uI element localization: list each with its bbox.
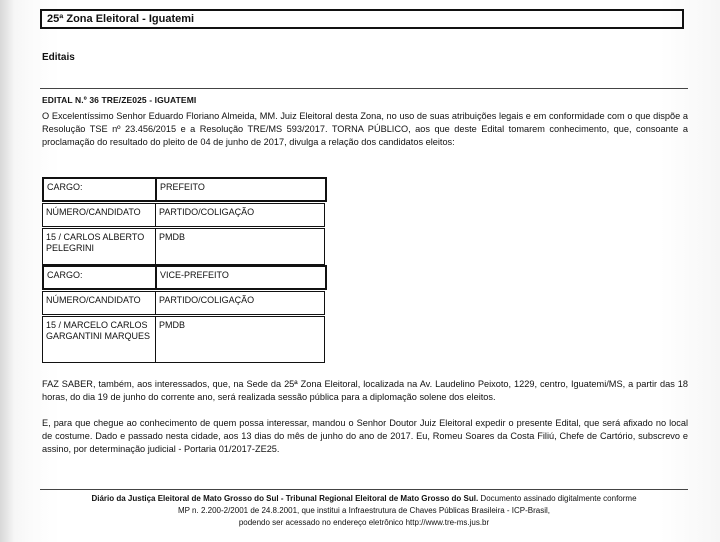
section-heading: Editais <box>42 52 75 63</box>
header-cell-party <box>155 203 325 227</box>
party-cell <box>155 316 325 363</box>
candidate-cell <box>42 228 157 265</box>
footer <box>40 493 688 529</box>
column-header: NÚMERO/CANDIDATO <box>46 207 141 217</box>
footer-divider <box>40 489 688 490</box>
column-header: NÚMERO/CANDIDATO <box>46 295 141 305</box>
footer-line-3: podendo ser acessado no endereço eletrônico http://www.tre-ms.jus.br <box>238 518 490 527</box>
candidate-name: 15 / CARLOS ALBERTO PELEGRINI <box>46 232 145 253</box>
candidate-name: 15 / MARCELO CARLOS GARGANTINI MARQUES <box>46 320 151 341</box>
party-name: PMDB <box>159 320 186 330</box>
header-cell-candidate <box>42 291 157 315</box>
party-name: PMDB <box>159 232 186 242</box>
faz-saber-paragraph: FAZ SABER, também, aos interessados, que, na Sede da 25ª Zona Eleitoral, localizada na Av. Laudelino Peixoto, 1229, centro, Iguatemi/MS, a partir das 18 horas, do dia 19 de junho do corrente ano, será realizada sessão pública para a diplomação solene dos eleitos. <box>42 379 688 402</box>
edital-title: EDITAL N.º 36 TRE/ZE025 - IGUATEMI <box>42 95 197 105</box>
cargo-value: PREFEITO <box>160 182 205 192</box>
footer-line-2: MP n. 2.200-2/2001 de 24.8.2001, que institui a Infraestrutura de Chaves Públicas Brasileira - ICP-Brasil, <box>177 506 551 515</box>
footer-line-1-rest: Documento assinado digitalmente conforme <box>478 494 637 503</box>
column-header: PARTIDO/COLIGAÇÃO <box>159 295 255 305</box>
zone-title: 25ª Zona Eleitoral - Iguatemi <box>47 13 195 25</box>
cargo-label-cell <box>42 177 157 202</box>
zone-title-box <box>40 9 684 29</box>
cargo-value-cell <box>155 265 327 290</box>
cargo-value-cell <box>155 177 327 202</box>
divider <box>40 88 688 89</box>
closing-paragraph: E, para que chegue ao conhecimento de quem possa interessar, mandou o Senhor Doutor Juiz Eleitoral expedir o presente Edital, que será afixado no local de costume. Dado e passado nesta cidade, aos 13 dias do mês de junho do ano de 2017. Eu, Romeu Soares da Costa Filiú, Chefe de Cartório, subscrevo e assino, por determinação judicial - Portaria 01/2017-ZE25. <box>42 418 688 454</box>
header-cell-party <box>155 291 325 315</box>
cargo-label: CARGO: <box>47 182 83 192</box>
page-edge-shadow <box>0 0 14 542</box>
intro-paragraph: O Excelentíssimo Senhor Eduardo Floriano Almeida, MM. Juiz Eleitoral desta Zona, no uso de suas atribuições legais e em conformidade com o que dispõe a Resolução TSE nº 23.456/2015 e a Resolução TRE/MS 593/2017. TORNA PÚBLICO, aos que deste Edital tomarem conhecimento, que, consoante a proclamação do resultado do pleito de 04 de junho de 2017, divulga a relação dos candidatos eleitos: <box>42 111 688 147</box>
cargo-label-cell <box>42 265 157 290</box>
party-cell <box>155 228 325 265</box>
column-header: PARTIDO/COLIGAÇÃO <box>159 207 255 217</box>
candidate-cell <box>42 316 157 363</box>
cargo-label: CARGO: <box>47 270 83 280</box>
cargo-value: VICE-PREFEITO <box>160 270 229 280</box>
header-cell-candidate <box>42 203 157 227</box>
footer-source: Diário da Justiça Eleitoral de Mato Grosso do Sul - Tribunal Regional Eleitoral de Mato Grosso do Sul. <box>91 494 479 503</box>
footer-line-1 <box>40 493 688 505</box>
